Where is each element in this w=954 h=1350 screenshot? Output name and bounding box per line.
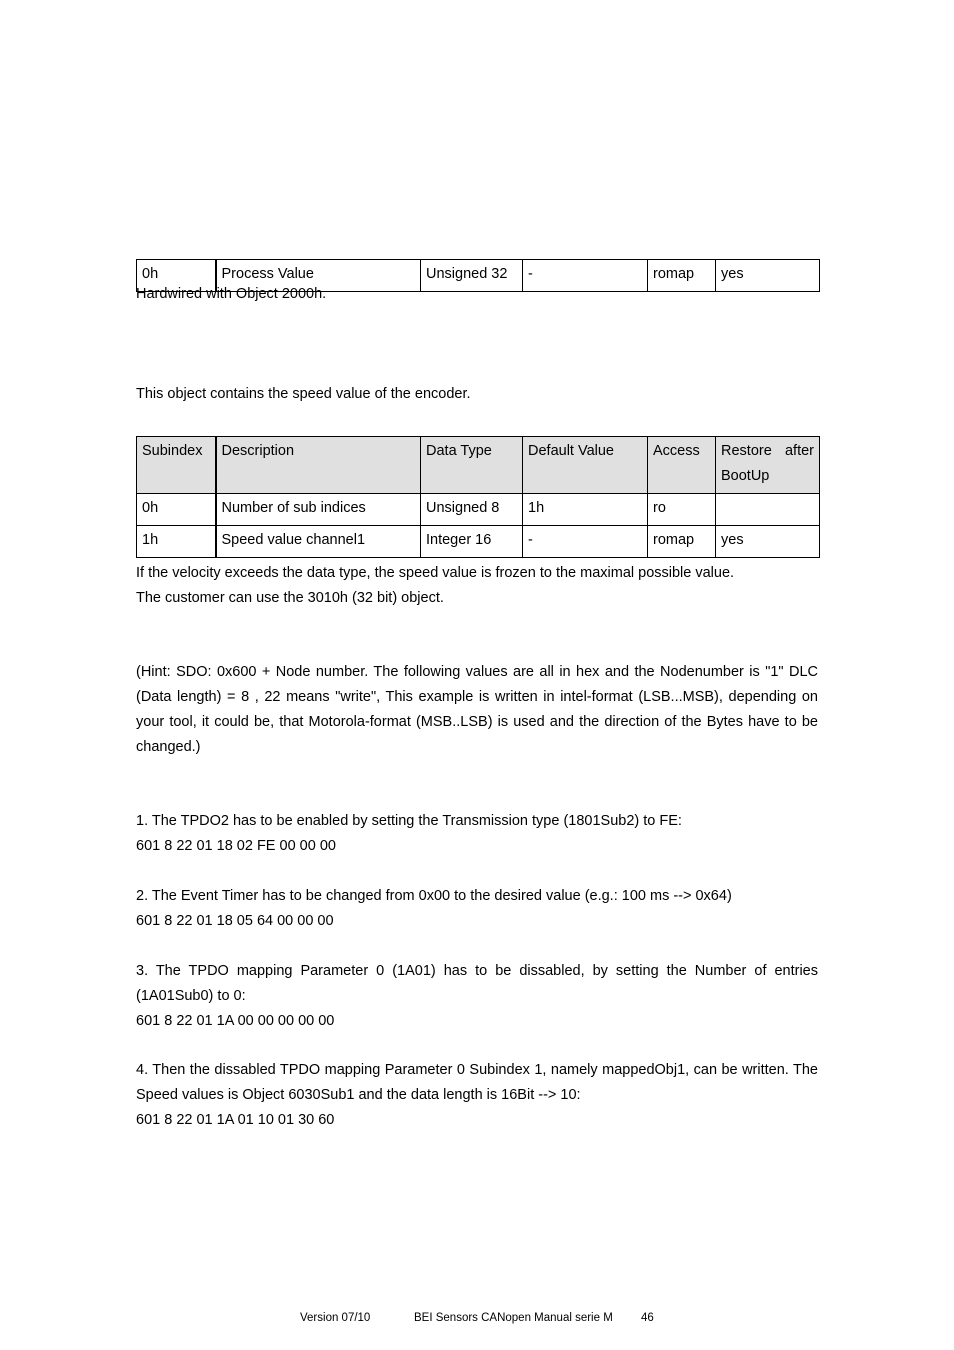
table-cell: 1h (137, 526, 216, 558)
table-cell: 1h (523, 494, 648, 526)
table-cell (716, 494, 820, 526)
table-cell: Unsigned 8 (421, 494, 523, 526)
table-cell: Speed value channel1 (216, 526, 421, 558)
footer-title: BEI Sensors CANopen Manual serie M (414, 1312, 613, 1324)
step-2-text: 2. The Event Timer has to be changed from 0x00 to the desired value (e.g.: 100 ms --> 0x64) (136, 888, 732, 904)
footer-version: Version 07/10 (300, 1312, 371, 1324)
speed-value-table (136, 436, 820, 558)
header-subindex: Subindex (137, 437, 216, 494)
header-default-value: Default Value (523, 437, 648, 494)
table-cell: Process Value (216, 260, 421, 292)
step-1-code: 601 8 22 01 18 02 FE 00 00 00 (136, 838, 336, 854)
header-description: Description (216, 437, 421, 494)
table-cell: Integer 16 (421, 526, 523, 558)
table-header-row (137, 437, 820, 494)
step-3-text: 3. The TPDO mapping Parameter 0 (1A01) has to be dissabled, by setting the Number of entries (1A01Sub0) to 0: (136, 963, 818, 1004)
velocity-note-1: If the velocity exceeds the data type, the speed value is frozen to the maximal possible value. (136, 565, 735, 581)
table-row (137, 494, 820, 526)
table-cell: 0h (137, 260, 216, 292)
table-cell: - (523, 260, 648, 292)
header-data-type: Data Type (421, 437, 523, 494)
table-row (137, 526, 820, 558)
table-cell: yes (716, 526, 820, 558)
step-3-code: 601 8 22 01 1A 00 00 00 00 00 (136, 1013, 335, 1029)
speed-object-intro: This object contains the speed value of the encoder. (136, 386, 471, 402)
step-4-code: 601 8 22 01 1A 01 10 01 30 60 (136, 1112, 335, 1128)
table-cell: ro (648, 494, 716, 526)
step-2-code: 601 8 22 01 18 05 64 00 00 00 (136, 913, 334, 929)
header-bootup-word: BootUp (721, 468, 770, 484)
header-access: Access (648, 437, 716, 494)
velocity-note-2: The customer can use the 3010h (32 bit) object. (136, 590, 444, 606)
table-cell: - (523, 526, 648, 558)
table-cell: romap (648, 260, 716, 292)
header-restore-after-bootup (716, 437, 820, 494)
step-4-text: 4. Then the dissabled TPDO mapping Parameter 0 Subindex 1, namely mappedObj1, can be written. The Speed values is Object 6030Sub1 and the data length is 16Bit --> 10: (136, 1062, 818, 1103)
step-1-text: 1. The TPDO2 has to be enabled by setting the Transmission type (1801Sub2) to FE: (136, 813, 682, 829)
table-cell: yes (716, 260, 820, 292)
table-cell: romap (648, 526, 716, 558)
hardwired-note: Hardwired with Object 2000h. (136, 286, 327, 302)
table-cell: Number of sub indices (216, 494, 421, 526)
header-after-word: after (784, 443, 814, 459)
footer-page-number: 46 (641, 1312, 654, 1324)
table-cell: Unsigned 32 (421, 260, 523, 292)
table-cell: 0h (137, 494, 216, 526)
sdo-hint: (Hint: SDO: 0x600 + Node number. The following values are all in hex and the Nodenumber is "1" DLC (Data length) = 8 , 22 means "write", This example is written in intel-format (LSB...MSB), depending on your tool, it could be, that Motorola-format (MSB..LSB) is used and the direction of the Bytes have to be changed.) (136, 664, 818, 755)
header-restore-word: Restore (721, 443, 772, 459)
